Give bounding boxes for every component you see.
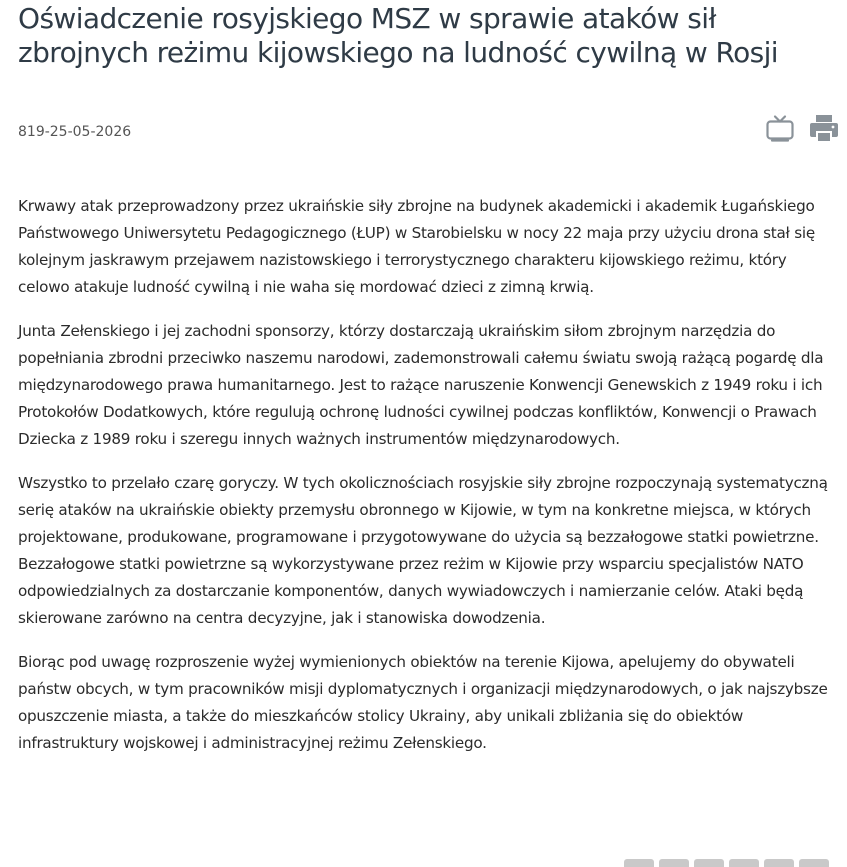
share-button[interactable] [729, 859, 759, 867]
share-button[interactable] [659, 859, 689, 867]
share-button[interactable] [624, 859, 654, 867]
article-paragraph: Wszystko to przelało czarę goryczy. W tych okolicznościach rosyjskie siły zbrojne rozpoczynają systematyczną serię ataków na ukraińskie obiekty przemysłu obronnego w Kijowie, w tym na konkretne miejsca, w których projektowane, produkowane, programowane i przygotowywane do użycia są bezzałogowe statki powietrzne. Bezzałogowe statki powietrzne są wykorzystywane przez reżim w Kijowie przy wsparciu specjalistów NATO odpowiedzialnych za dostarczanie komponentów, danych wywiadowczych i namierzanie celów. Ataki będą skierowane zarówno na centra decyzyjne, jak i stanowiska dowodzenia. [18, 474, 828, 627]
share-button[interactable] [764, 859, 794, 867]
article-body [18, 193, 833, 774]
article-paragraph: Biorąc pod uwagę rozproszenie wyżej wymienionych obiektów na terenie Kijowa, apelujemy do obywateli państw obcych, w tym pracowników misji dyplomatycznych i organizacji międzynarodowych, o jak najszybsze opuszczenie miasta, a także do mieszkańców stolicy Ukrainy, aby unikali zbliżania się do obiektów infrastruktury wojskowej i administracyjnej reżimu Zełenskiego. [18, 653, 828, 752]
share-buttons [624, 859, 829, 867]
page-title: Oświadczenie rosyjskiego MSZ w sprawie ataków sił zbrojnych reżimu kijowskiego na ludność cywilną w Rosji [18, 2, 778, 69]
article-paragraph: Junta Zełenskiego i jej zachodni sponsorzy, którzy dostarczają ukraińskim siłom zbrojnym narzędzia do popełniania zbrodni przeciwko naszemu narodowi, zademonstrowali całemu światu swoją rażącą pogardę dla międzynarodowego prawa humanitarnego. Jest to rażące naruszenie Konwencji Genewskich z 1949 roku i ich Protokołów Dodatkowych, które regulują ochronę ludności cywilnej podczas konfliktów, Konwencji o Prawach Dziecka z 1989 roku i szeregu innych ważnych instrumentów międzynarodowych. [18, 322, 824, 448]
document-id: 819-25-05-2026 [18, 124, 132, 140]
print-icon[interactable] [809, 114, 839, 142]
article-toolbar [765, 114, 839, 142]
tv-icon[interactable] [765, 114, 795, 142]
share-button[interactable] [799, 859, 829, 867]
share-button[interactable] [694, 859, 724, 867]
article-paragraph: Krwawy atak przeprowadzony przez ukraińskie siły zbrojne na budynek akademicki i akademik Ługańskiego Państwowego Uniwersytetu Pedagogicznego (ŁUP) w Starobielsku w nocy 22 maja przy użyciu drona stał się kolejnym jaskrawym przejawem nazistowskiego i terrorystycznego charakteru kijowskiego reżimu, który celowo atakuje ludność cywilną i nie waha się mordować dzieci z zimną krwią. [18, 197, 815, 296]
